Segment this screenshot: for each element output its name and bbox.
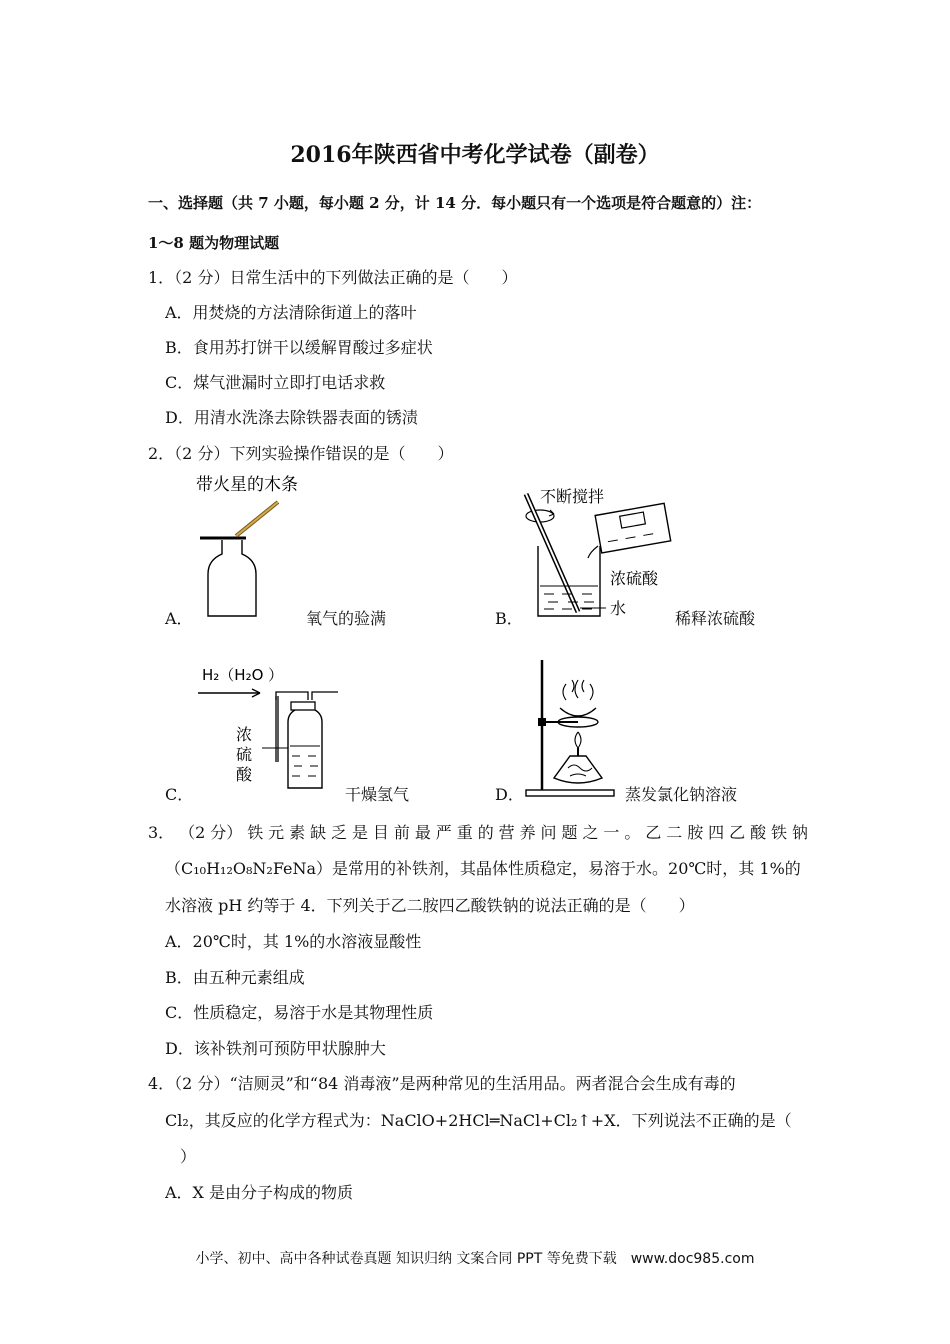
conc-acid-label: 浓硫酸 — [610, 569, 659, 588]
q2-option-d-letter: D． — [495, 785, 524, 804]
q2-option-a-letter: A． — [165, 609, 193, 628]
q1-stem: 1．（2 分）日常生活中的下列做法正确的是（ ） — [148, 268, 518, 287]
section-note: 1～8 题为物理试题 — [148, 234, 280, 252]
figure-oxygen-test — [190, 470, 320, 622]
q1-option-d: D．用清水洗涤去除铁器表面的锈渍 — [165, 408, 418, 427]
acid-label: 酸 — [236, 765, 253, 784]
q1-option-c: C．煤气泄漏时立即打电话求救 — [165, 373, 386, 392]
q1-option-a: A．用焚烧的方法清除街道上的落叶 — [165, 303, 417, 322]
q3-option-b: B．由五种元素组成 — [165, 968, 305, 987]
q4-line1: 4．（2 分）“洁厕灵”和“84 消毒液”是两种常见的生活用品。两者混合会生成有毒的 — [148, 1074, 736, 1093]
q2-option-c-caption: 干燥氢气 — [345, 785, 410, 804]
q3-line3: 水溶液 pH 约等于 4．下列关于乙二胺四乙酸铁钠的说法正确的是（ ） — [165, 896, 695, 915]
q4-option-a: A．X 是由分子构成的物质 — [165, 1183, 354, 1202]
q1-option-b: B．食用苏打饼干以缓解胃酸过多症状 — [165, 338, 433, 357]
footer-ad: 小学、初中、高中各种试卷真题 知识归纳 文案合同 PPT 等免费下载 www.doc985.com — [195, 1251, 755, 1267]
sulfur-label: 硫 — [236, 745, 253, 764]
glowing-stick-label: 带火星的木条 — [196, 475, 298, 495]
hydrogen-label: H₂（H₂O ） — [202, 666, 284, 684]
q4-line3: ） — [180, 1147, 197, 1166]
q4-line2: Cl₂，其反应的化学方程式为：NaClO+2HCl═NaCl+Cl₂↑+X．下列说法不正确的是（ — [165, 1111, 792, 1130]
figure-dry-hydrogen — [192, 660, 342, 795]
q2-option-d-caption: 蒸发氯化钠溶液 — [625, 785, 738, 804]
figure-dilute-acid — [518, 484, 678, 624]
q2-option-b-caption: 稀释浓硫酸 — [675, 609, 756, 628]
q2-option-c-letter: C． — [165, 785, 194, 804]
q3-option-c: C．性质稳定，易溶于水是其物理性质 — [165, 1003, 434, 1022]
figure-evaporation — [520, 656, 620, 801]
section-heading: 一、选择题（共 7 小题，每小题 2 分，计 14 分．每小题只有一个选项是符合题意的）注： — [148, 194, 762, 212]
q2-stem: 2．（2 分）下列实验操作错误的是（ ） — [148, 444, 454, 463]
water-label: 水 — [610, 599, 627, 618]
q2-option-a-caption: 氧气的验满 — [306, 609, 387, 628]
conc-label: 浓 — [236, 725, 253, 744]
page-title: 2016年陕西省中考化学试卷（副卷） — [290, 142, 660, 168]
chemical-formula: C₁₀H₁₂O₈N₂FeNa — [181, 859, 317, 878]
q3-line2: （C₁₀H₁₂O₈N₂FeNa）是常用的补铁剂，其晶体性质稳定，易溶于水。20℃时，其 1%的 — [165, 859, 801, 878]
q3-option-a: A．20℃时，其 1%的水溶液显酸性 — [165, 932, 422, 951]
q2-option-b-letter: B． — [495, 609, 523, 628]
q3-line1: 3． （2 分） 铁 元 素 缺 乏 是 目 前 最 严 重 的 营 养 问 题 之 一 。 乙 二 胺 四 乙 酸 铁 钠 — [148, 823, 808, 842]
q3-option-d: D．该补铁剂可预防甲状腺肿大 — [165, 1039, 386, 1058]
stir-label: 不断搅拌 — [540, 487, 605, 506]
